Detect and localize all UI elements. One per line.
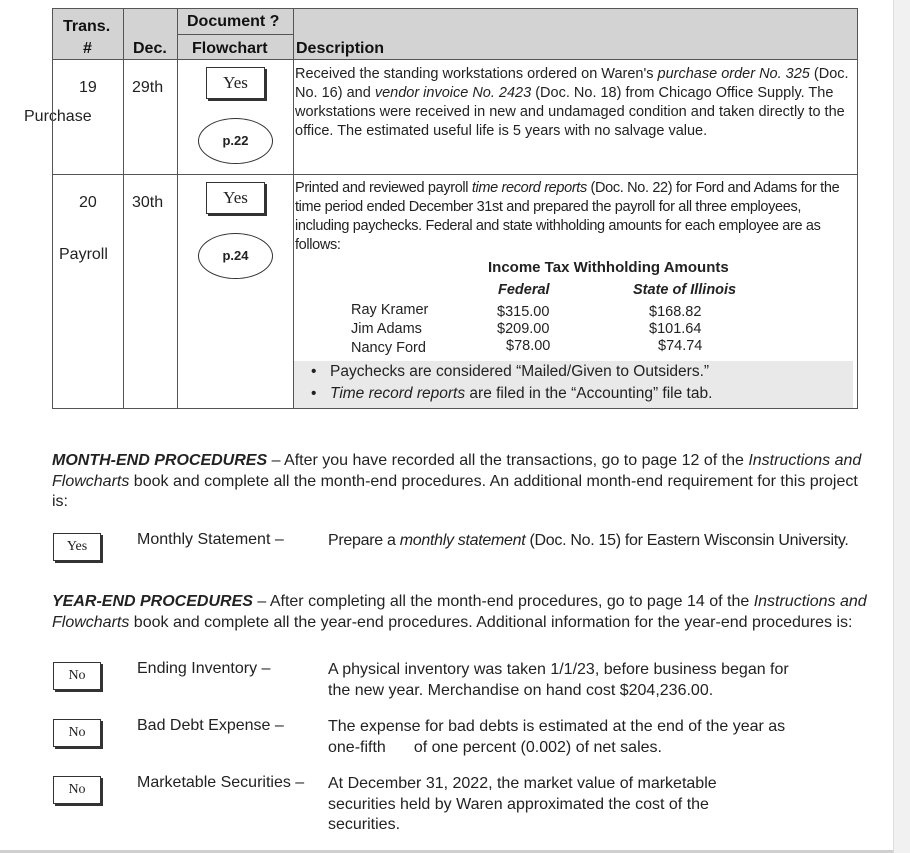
employee-state: $101.64	[649, 321, 702, 337]
ending-inventory-text: A physical inventory was taken 1/1/23, before business began for the new year. Merchandise on hand cost $204,236.00.	[328, 661, 789, 699]
header-divider	[53, 59, 857, 60]
col-divider-2	[177, 9, 178, 408]
row-20-description: Printed and reviewed payroll time record reports (Doc. No. 22) for Ford and Adams for the time period ended December 31st and prepared the payroll for all three employees, including paychecks. Federal and state withholding amounts for each employee are as follows:	[295, 180, 840, 253]
right-margin-strip	[893, 0, 910, 853]
transactions-table: Trans. # Dec. Document ? Flowchart Description 19 29th Yes p.22 Received the standing workstations ordered on Waren's purchase order No. 325 (Doc. No. 16) and vendor invoice No. 2423 (Doc. No. 18) from Chicago Office Supply. The workstations were received in new and undamaged condition and taken directly to the office. The estimated useful life is 5 years with no salvage value. 20 30th Yes p.24 Printed and reviewed payroll time record reports (Doc. No. 22) for Ford and Adams for the time period ended December 31st and prepared the payroll for all three employees, including paychecks. Federal and state withholding amounts for each employee are as follows: Income Tax Withholding Amounts Federal State of Illinois Ray Kramer $315.00 $168.82 Jim Adams $209.00 $101.64 Nancy Ford $78.00 $74.74 • Paychecks are considered “Mailed/Given to Outsiders.” • Time record reports are filed in the “Accounting” file tab.	[52, 8, 858, 409]
bad-debt-label: Bad Debt Expense –	[137, 717, 284, 734]
col-divider-3	[293, 9, 294, 408]
monthly-statement-text: Prepare a monthly statement (Doc. No. 15) for Eastern Wisconsin University.	[328, 532, 849, 549]
employee-name: Ray Kramer	[351, 302, 429, 318]
row-20-document-box: Yes	[206, 182, 265, 214]
row-19-trans: 19	[79, 79, 97, 96]
ending-inventory-box: No	[53, 662, 101, 690]
month-end-paragraph: MONTH-END PROCEDURES – After you have recorded all the transactions, go to page 12 of the Instructions and Flowcharts book and complete all the month-end procedures. An additional month-end requirement for this project is:	[52, 452, 862, 510]
header-trans: Trans.	[63, 18, 111, 35]
employee-federal: $315.00	[497, 304, 550, 320]
employee-name: Jim Adams	[351, 321, 422, 337]
employee-name: Nancy Ford	[351, 340, 426, 356]
withholding-title: Income Tax Withholding Amounts	[488, 259, 729, 276]
withholding-federal-label: Federal	[498, 282, 550, 298]
marketable-securities-box: No	[53, 776, 101, 804]
row-19-document-box: Yes	[206, 67, 265, 99]
withholding-state-label: State of Illinois	[633, 282, 737, 298]
row-divider	[53, 174, 857, 175]
bad-debt-box: No	[53, 719, 101, 747]
ending-inventory-label: Ending Inventory –	[137, 660, 271, 677]
bad-debt-text: The expense for bad debts is estimated at the end of the year as one-fifth of one percent (0.002) of net sales.	[328, 718, 786, 756]
employee-federal: $209.00	[497, 321, 550, 337]
row-20-type-label: Payroll	[59, 246, 108, 263]
monthly-statement-label: Monthly Statement –	[137, 531, 284, 548]
employee-federal: $78.00	[506, 338, 551, 354]
monthly-statement-box: Yes	[53, 533, 101, 561]
col-divider-1	[123, 9, 124, 408]
year-end-paragraph: YEAR-END PROCEDURES – After completing all the month-end procedures, go to page 14 of the Instructions and Flowcharts book and complete all the year-end procedures. Additional information for the year-end procedures is:	[52, 593, 867, 631]
marketable-securities-label: Marketable Securities –	[137, 774, 305, 791]
row-20-trans: 20	[79, 194, 97, 211]
header-document: Document ?	[187, 13, 280, 30]
header-description: Description	[296, 40, 385, 57]
row-20-date: 30th	[132, 194, 164, 211]
doc-header-divider	[177, 34, 293, 35]
row-19-flowchart-page: p.22	[198, 118, 273, 164]
header-trans-number: #	[83, 40, 92, 57]
employee-state: $74.74	[658, 338, 703, 354]
marketable-securities-text: At December 31, 2022, the market value of marketable securities held by Waren approximated the cost of the securities.	[328, 775, 717, 833]
header-dec: Dec.	[133, 40, 167, 57]
employee-state: $168.82	[649, 304, 702, 320]
row-19-type-label: Purchase	[24, 108, 92, 125]
row-19-date: 29th	[132, 79, 164, 96]
header-flowchart: Flowchart	[192, 40, 268, 57]
row-20-flowchart-page: p.24	[198, 233, 273, 279]
row-19-description: Received the standing workstations ordered on Waren's purchase order No. 325 (Doc. No. 16) and vendor invoice No. 2423 (Doc. No. 18) from Chicago Office Supply. The workstations were received in new and undamaged condition and taken directly to the office. The estimated useful life is 5 years with no salvage value.	[295, 66, 849, 139]
